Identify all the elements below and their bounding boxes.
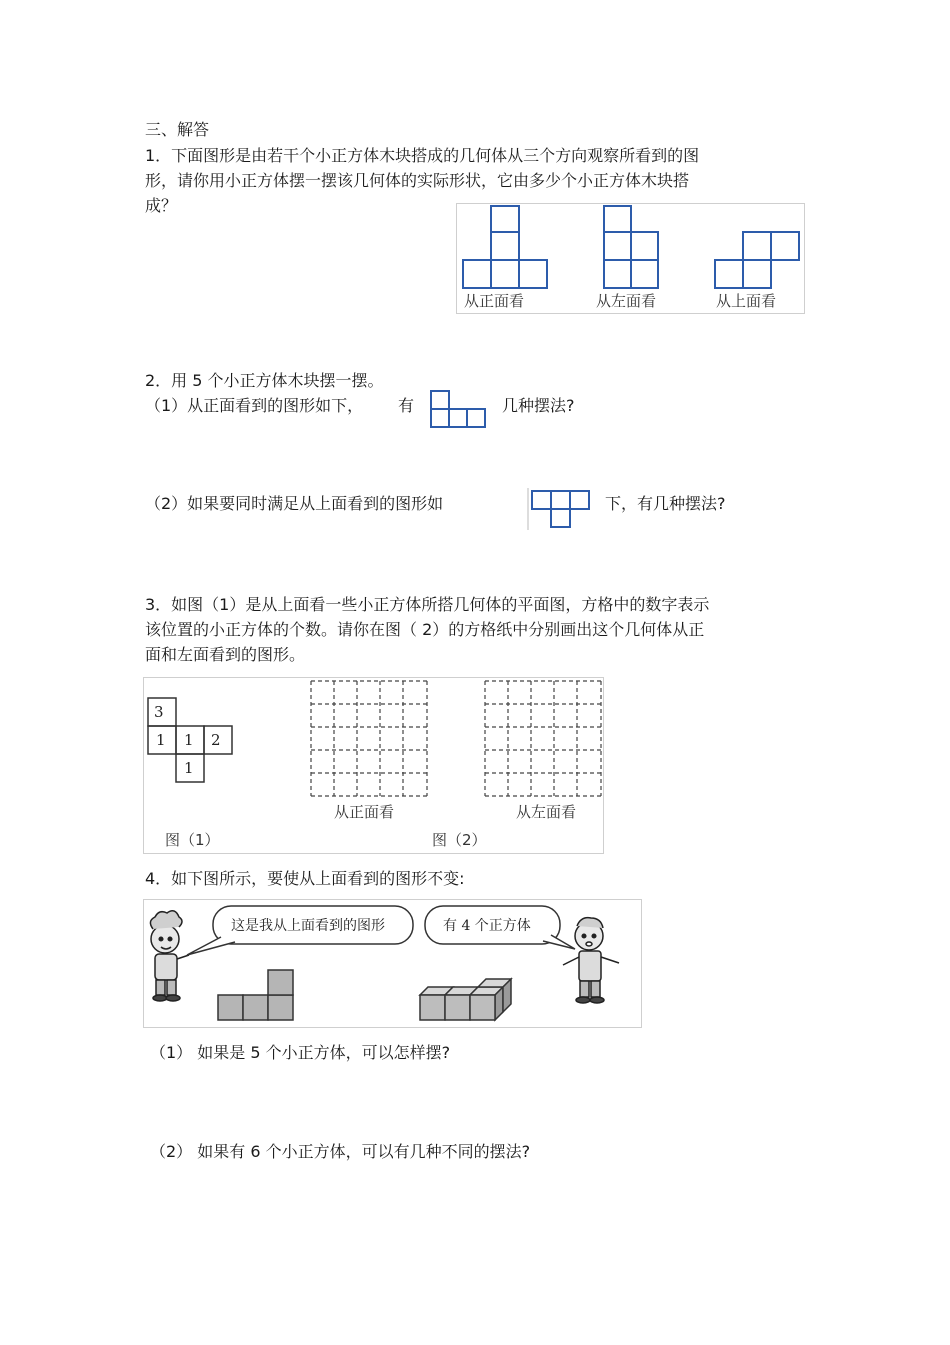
q2-part1-text-b: 有 bbox=[398, 396, 415, 415]
q3-figure-svg bbox=[143, 677, 605, 855]
q3-grid-number: 1 bbox=[184, 731, 194, 749]
q3-grid-caption-front: 从正面看 bbox=[334, 803, 395, 821]
q3-line-3: 面和左面看到的图形。 bbox=[145, 645, 306, 664]
q2-stem: 2．用 5 个小正方体木块摆一摆。 bbox=[145, 371, 384, 390]
q2-part1-text-c: 几种摆法? bbox=[502, 396, 575, 415]
q3-grid-number: 3 bbox=[154, 703, 164, 721]
q1-line-3: 成？ bbox=[145, 196, 178, 215]
q3-figure bbox=[143, 677, 605, 855]
q1-three-views-figure bbox=[456, 203, 806, 315]
q3-fig2-caption: 图（2） bbox=[432, 831, 487, 849]
q4-part1: （1） 如果是 5 个小正方体，可以怎样摆? bbox=[150, 1043, 451, 1062]
q3-grid-number: 2 bbox=[211, 731, 221, 749]
q4-part2: （2） 如果有 6 个小正方体，可以有几种不同的摆法? bbox=[150, 1142, 531, 1161]
q2-front-view-figure bbox=[428, 388, 490, 432]
q3-grid-number: 1 bbox=[156, 731, 166, 749]
q3-grid-number: 1 bbox=[184, 759, 194, 777]
q1-caption-top: 从上面看 bbox=[716, 292, 777, 310]
q1-line-1: 1．下面图形是由若干个小正方体木块搭成的几何体从三个方向观察所看到的图 bbox=[145, 146, 700, 165]
q2-part2-text-b: 下，有几种摆法? bbox=[605, 494, 726, 513]
q4-stem: 4．如下图所示，要使从上面看到的图形不变: bbox=[145, 869, 465, 888]
q1-caption-front: 从正面看 bbox=[464, 292, 525, 310]
q1-caption-left: 从左面看 bbox=[596, 292, 657, 310]
q2-part1-text-a: （1）从正面看到的图形如下， bbox=[145, 396, 364, 415]
q1-views-svg bbox=[456, 203, 806, 315]
q2-front-view-svg bbox=[428, 388, 490, 432]
bubble-right-text: 有 4 个正方体 bbox=[443, 918, 531, 934]
q1-line-2: 形，请你用小正方体摆一摆该几何体的实际形状，它由多少个小正方体木块搭 bbox=[145, 171, 690, 190]
section-title: 三、解答 bbox=[145, 120, 210, 139]
q2-top-view-figure bbox=[527, 486, 591, 532]
q3-line-1: 3．如图（1）是从上面看一些小正方体所搭几何体的平面图，方格中的数字表示 bbox=[145, 595, 710, 614]
q3-line-2: 该位置的小正方体的个数。请你在图（ 2）的方格纸中分别画出这个几何体从正 bbox=[145, 620, 705, 639]
q4-illustration-svg bbox=[143, 899, 643, 1029]
q2-part2-text-a: （2）如果要同时满足从上面看到的图形如 bbox=[145, 494, 444, 513]
q3-grid-caption-left: 从左面看 bbox=[516, 803, 577, 821]
speech-bubble-right bbox=[425, 906, 575, 949]
q2-top-view-svg bbox=[527, 486, 591, 532]
q4-illustration bbox=[143, 899, 643, 1029]
q3-fig1-caption: 图（1） bbox=[165, 831, 220, 849]
bubble-left-text: 这是我从上面看到的图形 bbox=[231, 918, 385, 934]
